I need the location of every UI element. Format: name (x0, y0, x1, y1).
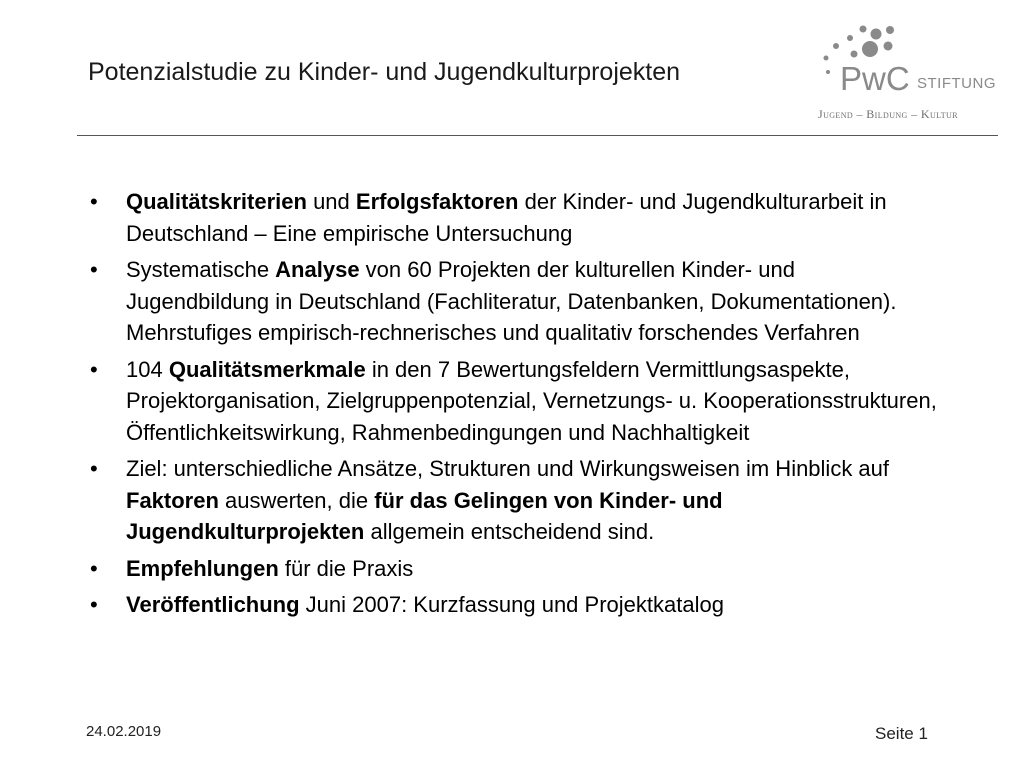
bullet-list (90, 186, 940, 626)
bullet-emphasis-text: Faktoren (126, 487, 219, 513)
bullet-text: und (306, 189, 356, 214)
bullet-item (90, 186, 940, 249)
bullet-text: 104 (126, 356, 169, 382)
bullet-text: von 60 Projekten der kulturellen Kinder- und Jugendbildung in Deutschland (Fachliteratur, Datenbanken, Dokumentationen). Mehrstufiges empirisch-rechnerisches und qualitativ forschendes Verfahren (126, 257, 897, 345)
logo-suffix: STIFTUNG (917, 75, 996, 92)
footer-date: 24.02.2019 (86, 723, 162, 740)
bullet-emphasis-text: Analyse (275, 257, 360, 282)
bullet-item (90, 589, 940, 621)
logo-brand: PwC (840, 60, 910, 97)
bullet-emphasis-text: Veröffentlichung (126, 592, 300, 617)
bullet-item (90, 254, 940, 349)
bullet-text: allgemein entscheidend sind. (364, 519, 655, 544)
bullet-point-icon: • (90, 189, 98, 214)
logo-tagline: Jugend – Bildung – Kultur (818, 107, 958, 121)
bullet-point-icon: • (90, 356, 98, 382)
bullet-item (90, 553, 940, 585)
bullet-emphasis-text: für das Gelingen von Kinder- und Jugendkulturprojekten (126, 487, 723, 544)
bullet-text: Ziel: unterschiedliche Ansätze, Strukturen und Wirkungsweisen im Hinblick auf (126, 456, 890, 481)
bullet-text: Juni 2007: Kurzfassung und Projektkatalog (299, 592, 724, 617)
title-divider (77, 135, 998, 136)
bullet-text: Systematische (126, 257, 276, 282)
bullet-emphasis-text: Empfehlungen (126, 555, 279, 581)
bullet-point-icon: • (90, 555, 98, 581)
page-number: Seite 1 (875, 724, 928, 743)
bullet-emphasis-text: Erfolgsfaktoren (355, 189, 519, 214)
bullet-text: auswerten, die (218, 487, 375, 513)
bullet-point-icon: • (90, 257, 98, 282)
bullet-emphasis-text: Qualitätskriterien (126, 189, 307, 214)
bullet-text: der Kinder- und Jugendkulturarbeit in Deutschland – Eine empirische Untersuchung (126, 189, 887, 246)
bullet-item (90, 453, 940, 548)
bullet-point-icon: • (90, 456, 98, 481)
pwc-stiftung-logo (812, 18, 998, 130)
bullet-text: in den 7 Bewertungsfeldern Vermittlungsaspekte, Projektorganisation, Zielgruppenpotenzial, Vernetzungs- u. Kooperationsstrukturen, Öffentlichkeitswirkung, Rahmenbedingungen und Nachhaltigkeit (126, 356, 937, 445)
slide-title: Potenzialstudie zu Kinder- und Jugendkulturprojekten (88, 58, 681, 86)
bullet-item (90, 354, 940, 449)
bullet-point-icon: • (90, 592, 98, 617)
bullet-text: für die Praxis (278, 555, 414, 581)
bullet-emphasis-text: Qualitätsmerkmale (168, 356, 366, 382)
